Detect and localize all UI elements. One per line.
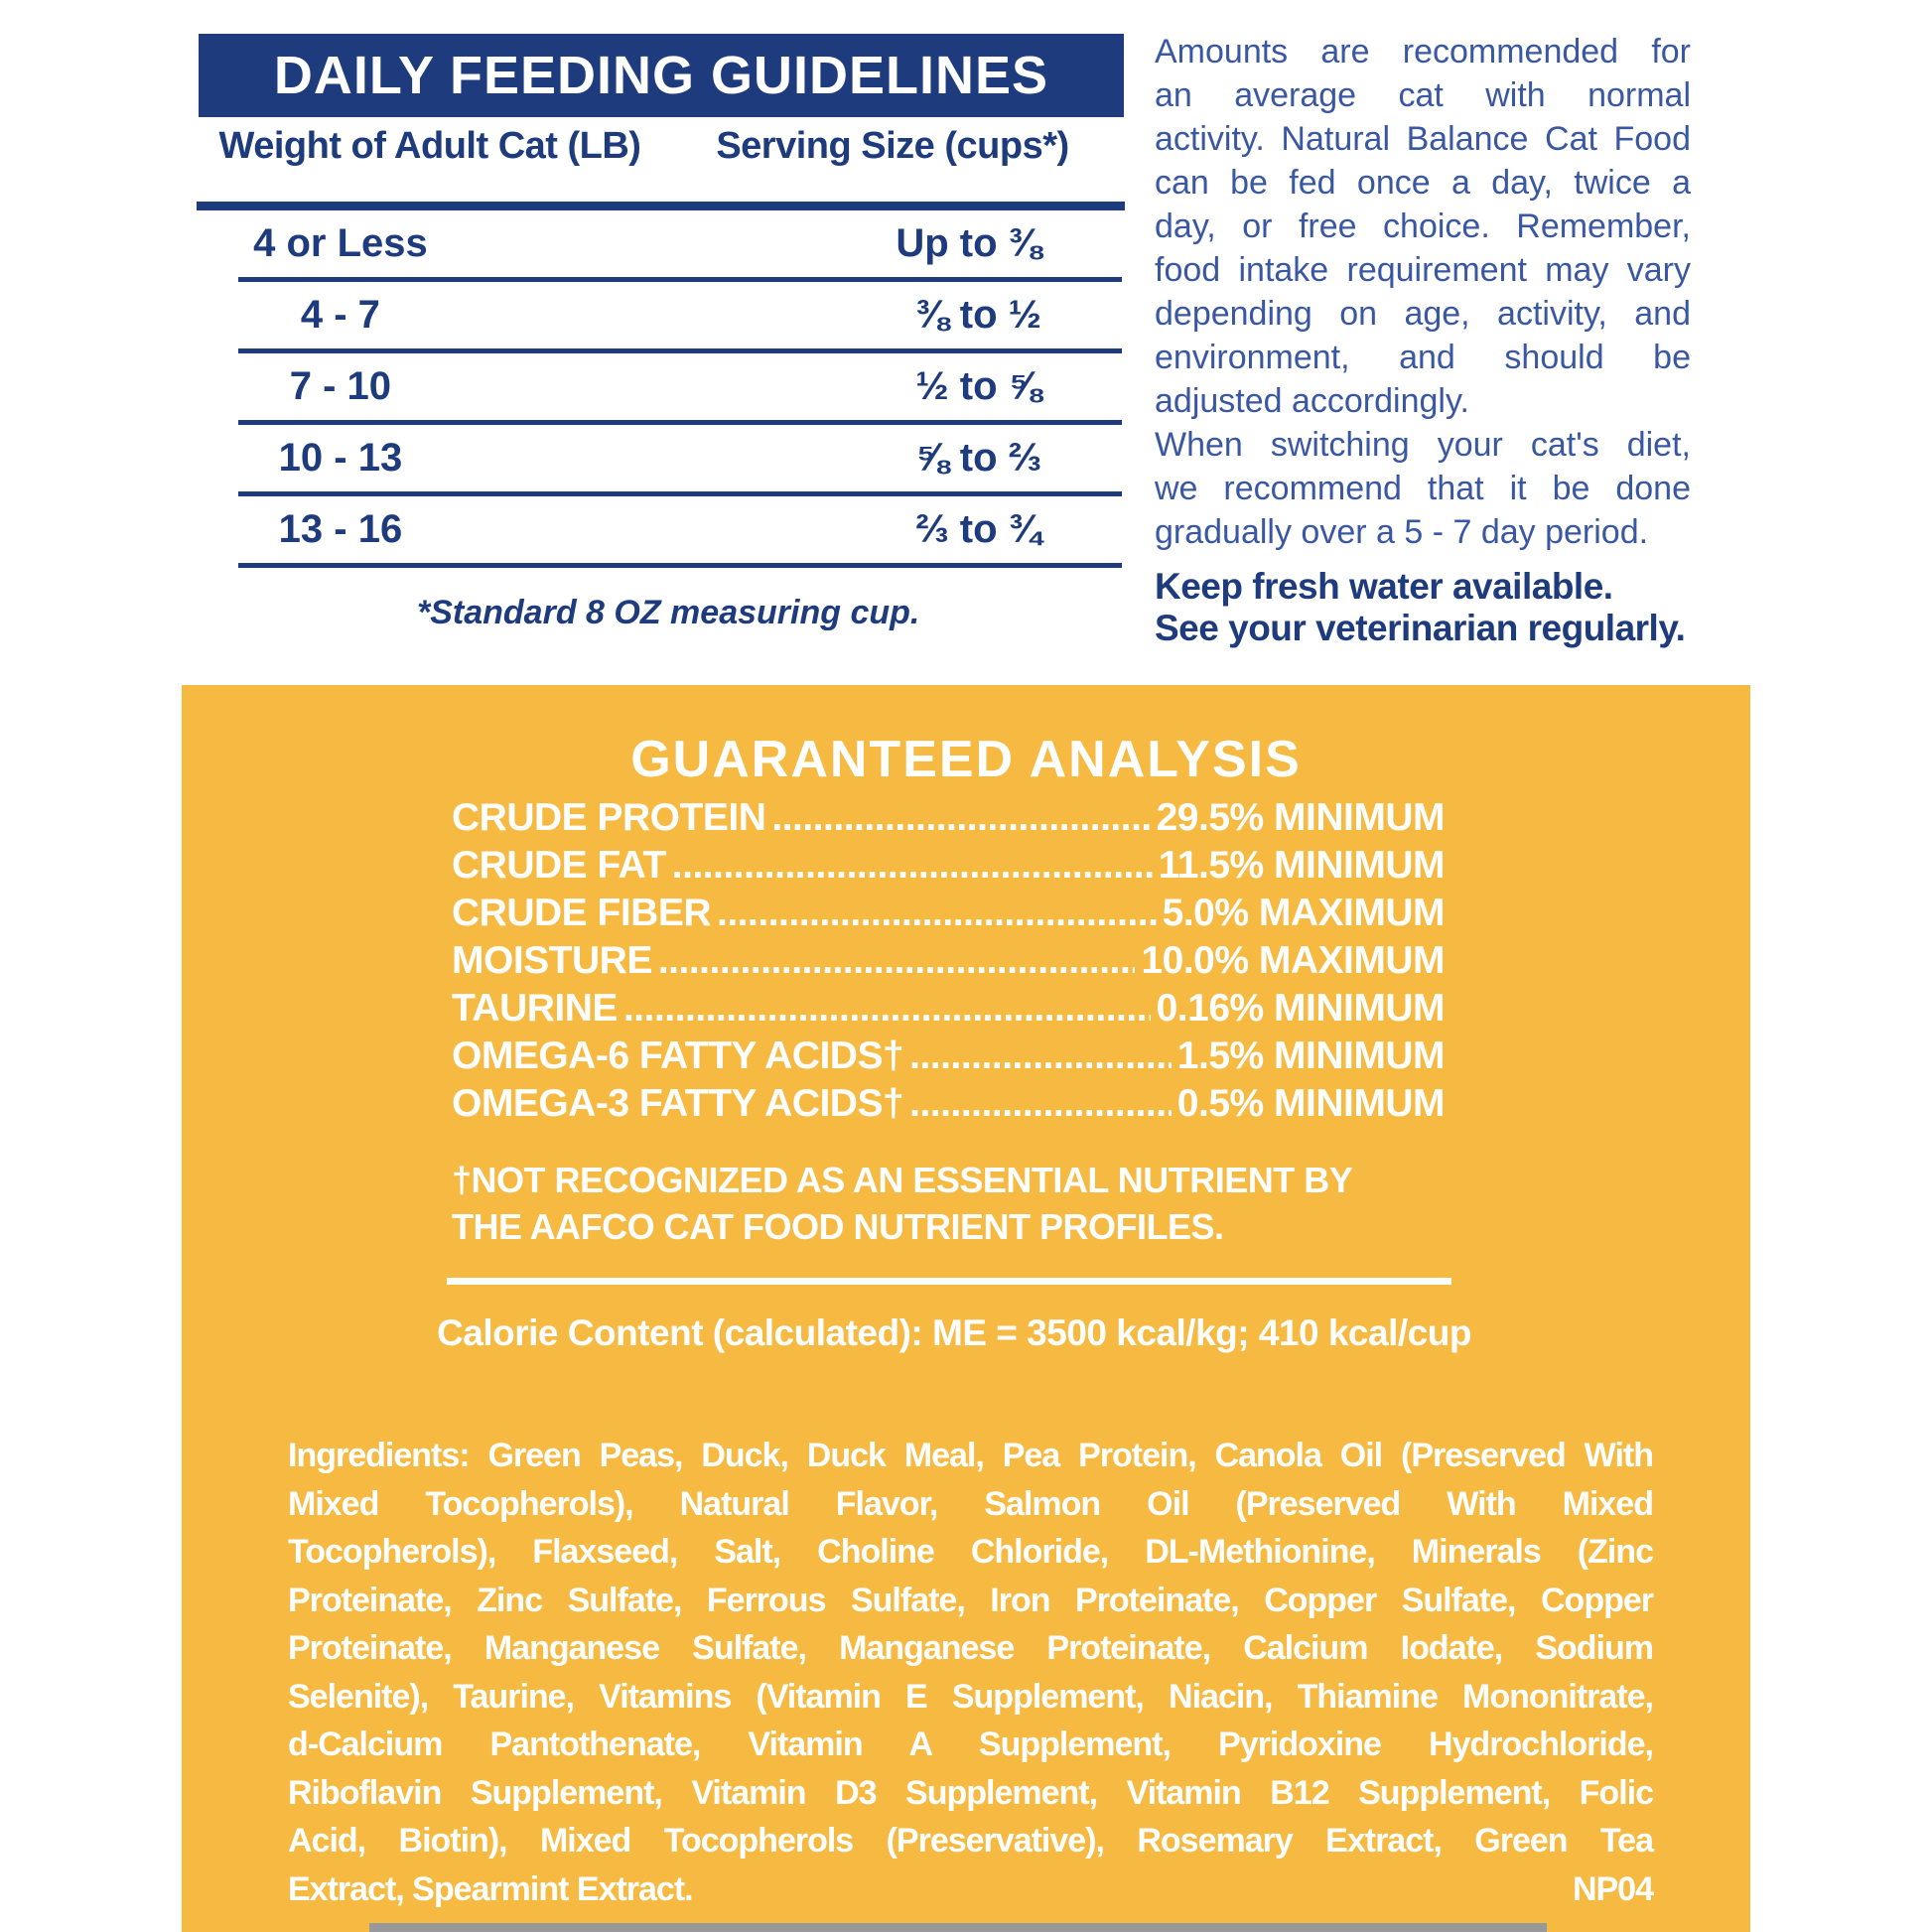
info-line: we recommend that it be done — [1155, 470, 1691, 507]
ingredients-line: Extract, Spearmint Extract. — [288, 1869, 693, 1908]
info-line: depending on age, activity, and — [1155, 295, 1691, 333]
ingredients-list — [288, 1432, 1653, 1913]
info-line: When switching your cat's diet, — [1155, 426, 1691, 464]
analysis-row — [452, 939, 1445, 987]
guaranteed-analysis-title: GUARANTEED ANALYSIS — [630, 731, 1302, 788]
nutrient-value: 1.5% MINIMUM — [1176, 1035, 1445, 1077]
ingredients-line: d-Calcium Pantothenate, Vitamin A Supplement, Pyridoxine Hydrochloride, — [288, 1725, 1653, 1763]
guaranteed-analysis-panel — [182, 685, 1750, 1932]
weight-cell: 7 - 10 — [289, 364, 392, 408]
dot-leader — [672, 844, 1153, 888]
info-line: activity. Natural Balance Cat Food — [1155, 120, 1691, 158]
nutrient-label: CRUDE PROTEIN — [452, 796, 766, 839]
table-row — [197, 496, 1125, 563]
aafco-footnote-line: †NOT RECOGNIZED AS AN ESSENTIAL NUTRIENT BY — [452, 1160, 1353, 1200]
row-divider — [238, 563, 1122, 568]
info-line: Amounts are recommended for — [1155, 33, 1691, 70]
bottom-panel-edge — [369, 1923, 1547, 1932]
nutrient-value: 10.0% MAXIMUM — [1141, 939, 1445, 982]
nutrient-label: CRUDE FAT — [452, 844, 666, 887]
table-row — [197, 353, 1125, 420]
dot-leader — [909, 1035, 1172, 1078]
info-line: adjusted accordingly. — [1155, 382, 1469, 420]
info-line: environment, and should be — [1155, 339, 1691, 376]
guaranteed-analysis-table — [452, 796, 1445, 1130]
table-header-rule — [197, 202, 1125, 210]
see-veterinarian-line: See your veterinarian regularly. — [1155, 608, 1686, 648]
ingredients-line: Ingredients: Green Peas, Duck, Duck Meal, Pea Protein, Canola Oil (Preserved With — [288, 1437, 1653, 1474]
feeding-guidelines-title-bar: DAILY FEEDING GUIDELINES — [199, 34, 1124, 117]
keep-fresh-water-line: Keep fresh water available. — [1155, 566, 1613, 607]
nutrient-value: 5.0% MAXIMUM — [1162, 892, 1445, 934]
info-line: day, or free choice. Remember, — [1155, 207, 1691, 245]
dot-leader — [771, 796, 1150, 840]
ingredients-line: Acid, Biotin), Mixed Tocopherols (Preservative), Rosemary Extract, Green Tea — [288, 1822, 1653, 1860]
analysis-row — [452, 892, 1445, 939]
product-code: NP04 — [1572, 1869, 1653, 1908]
nutrient-label: CRUDE FIBER — [452, 892, 712, 934]
nutrient-label: MOISTURE — [452, 939, 652, 982]
nutrient-value: 0.5% MINIMUM — [1176, 1082, 1445, 1125]
analysis-row — [452, 987, 1445, 1035]
serving-cell: Up to ⅜ — [896, 221, 1041, 265]
dot-leader — [717, 892, 1157, 935]
dot-leader — [909, 1082, 1172, 1126]
nutrient-label: OMEGA-6 FATTY ACIDS† — [452, 1035, 904, 1077]
analysis-row — [452, 796, 1445, 844]
aafco-footnote — [452, 1157, 1494, 1250]
nutrient-value: 11.5% MINIMUM — [1158, 844, 1445, 887]
serving-cell: ⅔ to ¾ — [915, 507, 1041, 551]
calorie-content-line: Calorie Content (calculated): ME = 3500 kcal/kg; 410 kcal/cup — [437, 1312, 1471, 1353]
analysis-row — [452, 1082, 1445, 1130]
column-header-serving: Serving Size (cups*) — [716, 125, 1069, 167]
nutrient-value: 29.5% MINIMUM — [1156, 796, 1445, 839]
analysis-row — [452, 1035, 1445, 1082]
info-line: food intake requirement may vary — [1155, 251, 1691, 289]
nutrient-value: 0.16% MINIMUM — [1156, 987, 1445, 1030]
measuring-cup-footnote: *Standard 8 OZ measuring cup. — [417, 594, 920, 631]
ingredients-line: Selenite), Taurine, Vitamins (Vitamin E Supplement, Niacin, Thiamine Mononitrate, — [288, 1677, 1653, 1716]
ingredients-line: Proteinate, Zinc Sulfate, Ferrous Sulfate, Iron Proteinate, Copper Sulfate, Copper — [288, 1581, 1653, 1619]
aafco-footnote-line: THE AAFCO CAT FOOD NUTRIENT PROFILES. — [452, 1206, 1224, 1247]
weight-cell: 4 - 7 — [300, 293, 380, 337]
dot-leader — [658, 939, 1136, 983]
table-row — [197, 210, 1125, 277]
column-header-weight: Weight of Adult Cat (LB) — [218, 125, 641, 167]
care-reminder-text — [1155, 566, 1691, 649]
weight-cell: 13 - 16 — [278, 507, 403, 551]
weight-cell: 4 or Less — [253, 221, 428, 265]
section-divider-rule — [447, 1278, 1451, 1285]
serving-cell: ⅜ to ½ — [915, 293, 1041, 337]
info-line: can be fed once a day, twice a — [1155, 164, 1691, 202]
ingredients-last-line — [288, 1865, 1653, 1914]
nutrient-label: TAURINE — [452, 987, 618, 1030]
table-row — [197, 282, 1125, 348]
analysis-row — [452, 844, 1445, 892]
weight-cell: 10 - 13 — [278, 436, 403, 480]
ingredients-line: Proteinate, Manganese Sulfate, Manganese Proteinate, Calcium Iodate, Sodium — [288, 1629, 1653, 1667]
info-line: gradually over a 5 - 7 day period. — [1155, 513, 1649, 551]
dot-leader — [623, 987, 1151, 1031]
ingredients-line: Riboflavin Supplement, Vitamin D3 Supplement, Vitamin B12 Supplement, Folic — [288, 1773, 1653, 1812]
ingredients-line: Mixed Tocopherols), Natural Flavor, Salmon Oil (Preserved With Mixed — [288, 1484, 1653, 1523]
nutrient-label: OMEGA-3 FATTY ACIDS† — [452, 1082, 904, 1125]
ingredients-line: Tocopherols), Flaxseed, Salt, Choline Chloride, DL-Methionine, Minerals (Zinc — [288, 1533, 1653, 1571]
serving-cell: ⅝ to ⅔ — [915, 436, 1041, 480]
info-line: an average cat with normal — [1155, 76, 1691, 114]
serving-cell: ½ to ⅝ — [915, 364, 1041, 408]
feeding-table — [197, 210, 1125, 568]
table-row — [197, 425, 1125, 491]
feeding-info-text — [1155, 30, 1691, 649]
feeding-table-column-headers — [199, 125, 1124, 168]
